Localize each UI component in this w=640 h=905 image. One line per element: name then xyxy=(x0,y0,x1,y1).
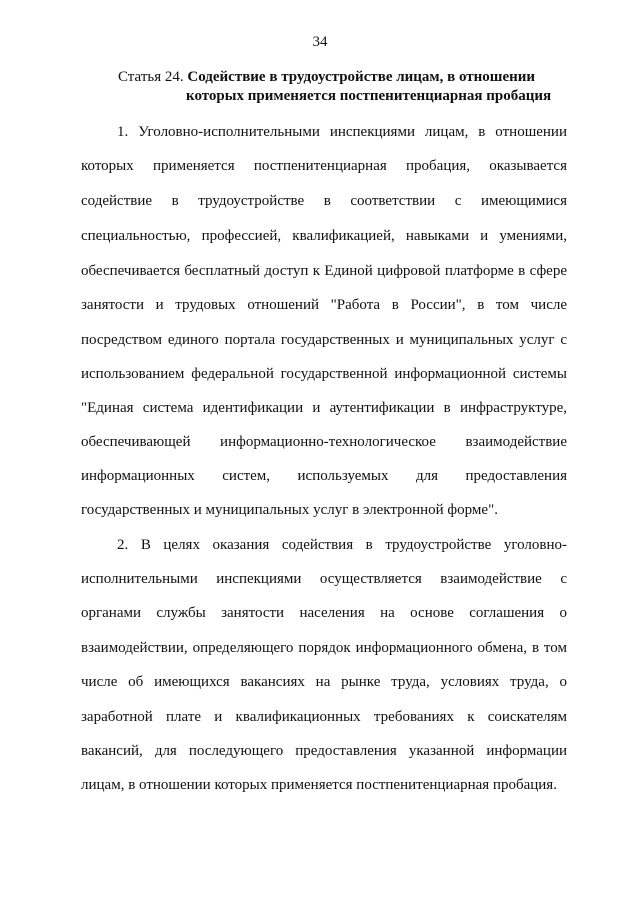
paragraph-1-line: государственных и муниципальных услуг в электронной форме". xyxy=(81,502,498,518)
paragraph-2-line: органами службы занятости населения на основе соглашения о xyxy=(81,605,567,621)
paragraph-1-line: информационных систем, используемых для предоставления xyxy=(81,468,567,484)
article-number: Статья 24. xyxy=(118,69,184,85)
paragraph-1-line: которых применяется постпенитенциарная пробация, оказывается xyxy=(81,158,567,174)
paragraph-1-line: обеспечивается бесплатный доступ к Единой цифровой платформе в сфере xyxy=(81,263,567,279)
paragraph-1-line: использованием федеральной государственной информационной системы xyxy=(81,366,567,382)
paragraph-1-line: занятости и трудовых отношений "Работа в России", в том числе xyxy=(81,297,567,313)
paragraph-1-line: посредством единого портала государственных и муниципальных услуг с xyxy=(81,332,567,348)
article-title-line-2: которых применяется постпенитенциарная пробация xyxy=(186,88,552,104)
paragraph-1-line: 1. Уголовно-исполнительными инспекциями лицам, в отношении xyxy=(117,124,567,140)
paragraph-1-line: обеспечивающей информационно-технологическое взаимодействие xyxy=(81,434,567,450)
paragraph-2-line: взаимодействии, определяющего порядок информационного обмена, в том xyxy=(81,640,567,656)
article-heading xyxy=(118,68,563,106)
paragraph-2-line: лицам, в отношении которых применяется постпенитенциарная пробация. xyxy=(81,777,557,793)
paragraph-2-line: исполнительными инспекциями осуществляется взаимодействие с xyxy=(81,571,567,587)
article-title-line-1: Содействие в трудоустройстве лицам, в отношении xyxy=(187,69,536,85)
page-number: 34 xyxy=(312,34,328,50)
paragraph-2-line: заработной плате и квалификационных требованиях к соискателям xyxy=(81,709,567,725)
paragraph-2-line: вакансий, для последующего предоставления указанной информации xyxy=(81,743,567,759)
paragraph-2-line: 2. В целях оказания содействия в трудоустройстве уголовно- xyxy=(117,537,567,553)
paragraph-1-line: "Единая система идентификации и аутентификации в инфраструктуре, xyxy=(81,400,567,416)
paragraph-1-line: содействие в трудоустройстве в соответствии с имеющимися xyxy=(81,193,567,209)
paragraph-2-line: числе об имеющихся вакансиях на рынке труда, условиях труда, о xyxy=(81,674,567,690)
paragraph-1-line: специальностью, профессией, квалификацией, навыками и умениями, xyxy=(81,228,567,244)
